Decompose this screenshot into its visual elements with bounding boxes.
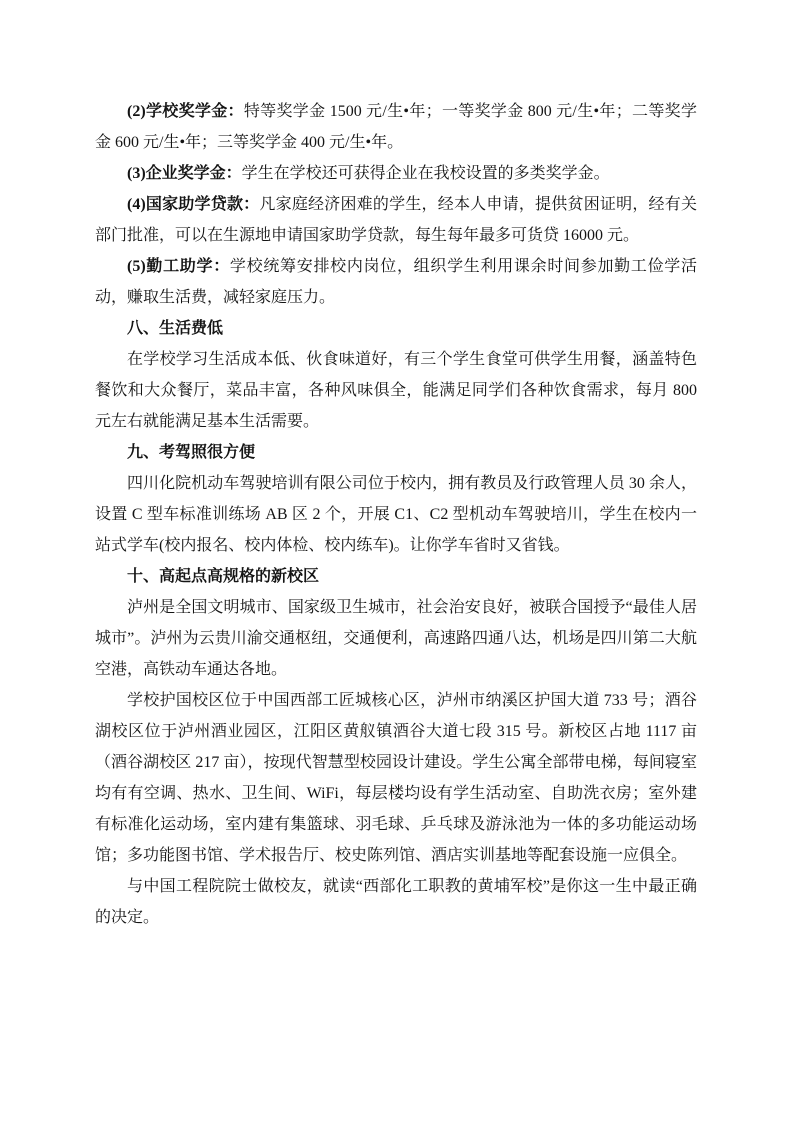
paragraph-text-school-scholarship: 特等奖学金 1500 元/生•年；一等奖学金 800 元/生•年；二等奖学金 600 元/生•年；三等奖学金 400 元/生•年。 — [95, 103, 697, 151]
paragraph-label-national-student-loan: (4)国家助学贷款： — [127, 196, 260, 213]
paragraph-enterprise-scholarship — [95, 158, 697, 189]
paragraph-driving-license: 四川化院机动车驾驶培训有限公司位于校内，拥有教员及行政管理人员 30 余人，设置 C 型车标准训练场 AB 区 2 个，开展 C1、C2 型机动车驾驶培川，学生在校内一站式学车(校内报名、校内体检、校内练车)。让你学车省时又省钱。 — [95, 475, 697, 554]
paragraph-closing-statement: 与中国工程院院士做校友，就读“西部化工职教的黄埔军校”是你这一生中最正确的决定。 — [95, 878, 697, 926]
paragraph-work-study — [95, 251, 697, 313]
paragraph-label-work-study: (5)勤工助学： — [127, 258, 230, 275]
paragraph-text-enterprise-scholarship: 学生在学校还可获得企业在我校设置的多类奖学金。 — [241, 165, 610, 182]
paragraph-label-enterprise-scholarship: (3)企业奖学金： — [127, 165, 242, 182]
paragraph-label-school-scholarship: (2)学校奖学金： — [127, 103, 244, 120]
section-heading-new-campus: 十、高起点高规格的新校区 — [127, 568, 320, 585]
paragraph-living-cost: 在学校学习生活成本低、伙食味道好，有三个学生食堂可供学生用餐，涵盖特色餐饮和大众餐厅，菜品丰富，各种风味俱全，能满足同学们各种饮食需求，每月 800 元左右就能满足基本生活需要。 — [95, 351, 697, 430]
paragraph-luzhou-city: 泸州是全国文明城市、国家级卫生城市，社会治安良好，被联合国授予“最佳人居城市”。泸州为云贵川渝交通枢纽，交通便利，高速路四通八达，机场是四川第二大航空港，高铁动车通达各地。 — [95, 599, 697, 678]
paragraph-campus-facilities: 学校护国校区位于中国西部工匠城核心区，泸州市纳溪区护国大道 733 号；酒谷湖校区位于泸州酒业园区，江阳区黄舣镇酒谷大道七段 315 号。新校区占地 1117 亩（酒谷湖校区 217 亩），按现代智慧型校园设计建设。学生公寓全部带电梯，每间寝室均有有空调、热水、卫生间、WiFi，每层楼均设有学生活动室、自助洗衣房；室外建有标准化运动场，室内建有集篮球、羽毛球、乒乓球及游泳池为一体的多功能运动场馆；多功能图书馆、学术报告厅、校史陈列馆、酒店实训基地等配套设施一应俱全。 — [95, 692, 697, 864]
paragraph-text-national-student-loan: 凡家庭经济困难的学生，经本人申请，提供贫困证明，经有关部门批准，可以在生源地申请国家助学贷款，每生每年最多可货贷 16000 元。 — [95, 196, 697, 244]
section-heading-driving-license: 九、考驾照很方便 — [127, 444, 256, 461]
section-heading-living-cost: 八、生活费低 — [127, 320, 224, 337]
paragraph-national-student-loan — [95, 189, 697, 251]
paragraph-school-scholarship — [95, 96, 697, 158]
paragraph-text-work-study: 学校统筹安排校内岗位，组织学生利用课余时间参加勤工俭学活动，赚取生活费，减轻家庭压力。 — [95, 258, 697, 306]
